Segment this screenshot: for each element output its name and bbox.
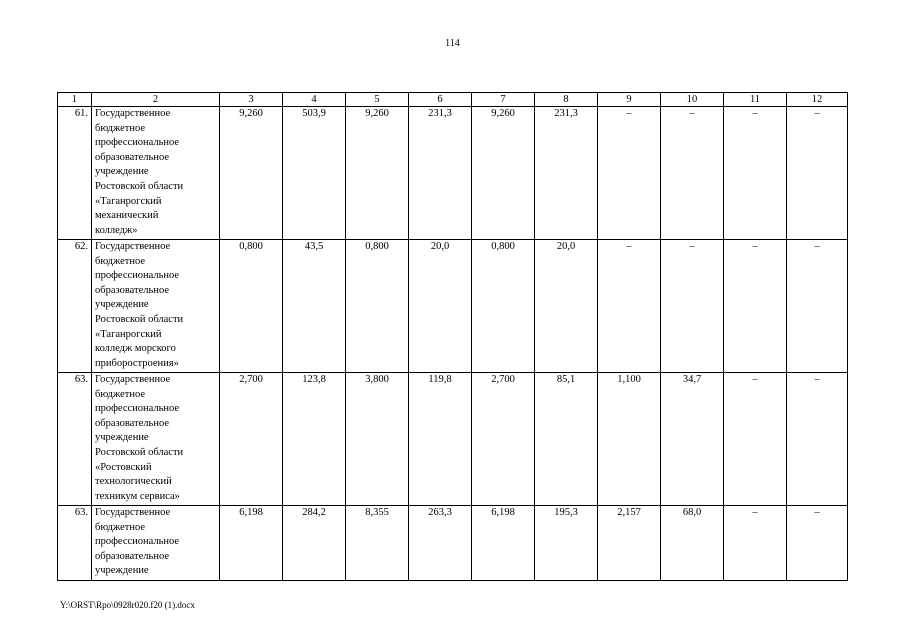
value-cell: – (661, 107, 724, 240)
institution-name: Государственное бюджетное профессиональное образовательное учреждение Ростовской области «Ростовский технологический техникум сервиса» (92, 373, 220, 506)
value-cell: – (724, 373, 787, 506)
column-header: 5 (346, 93, 409, 107)
column-header: 8 (535, 93, 598, 107)
value-cell: – (661, 240, 724, 373)
value-cell: 6,198 (472, 506, 535, 581)
column-header: 6 (409, 93, 472, 107)
value-cell: – (598, 240, 661, 373)
footer-file-path: Y:\ORST\Rpo\0928r020.f20 (1).docx (60, 600, 195, 610)
institution-name: Государственное бюджетное профессиональное образовательное учреждение (92, 506, 220, 581)
value-cell: 123,8 (283, 373, 346, 506)
value-cell: 3,800 (346, 373, 409, 506)
column-header: 2 (92, 93, 220, 107)
data-table (57, 92, 848, 581)
value-cell: 0,800 (346, 240, 409, 373)
value-cell: 8,355 (346, 506, 409, 581)
value-cell: 43,5 (283, 240, 346, 373)
row-number: 63. (58, 373, 92, 506)
value-cell: 85,1 (535, 373, 598, 506)
value-cell: – (724, 506, 787, 581)
value-cell: 0,800 (220, 240, 283, 373)
column-header: 11 (724, 93, 787, 107)
value-cell: 2,157 (598, 506, 661, 581)
value-cell: – (598, 107, 661, 240)
column-header: 3 (220, 93, 283, 107)
table-row (58, 373, 848, 506)
column-header: 7 (472, 93, 535, 107)
value-cell: – (787, 240, 848, 373)
value-cell: – (724, 240, 787, 373)
value-cell: 9,260 (472, 107, 535, 240)
value-cell: 284,2 (283, 506, 346, 581)
row-number: 63. (58, 506, 92, 581)
value-cell: 20,0 (409, 240, 472, 373)
value-cell: 20,0 (535, 240, 598, 373)
column-header: 10 (661, 93, 724, 107)
column-header: 1 (58, 93, 92, 107)
value-cell: – (787, 107, 848, 240)
value-cell: 263,3 (409, 506, 472, 581)
value-cell: 119,8 (409, 373, 472, 506)
value-cell: 9,260 (220, 107, 283, 240)
value-cell: 503,9 (283, 107, 346, 240)
institution-name: Государственное бюджетное профессиональное образовательное учреждение Ростовской области «Таганрогский колледж морского приборостроения» (92, 240, 220, 373)
table-row (58, 240, 848, 373)
value-cell: 34,7 (661, 373, 724, 506)
value-cell: – (787, 373, 848, 506)
table-header-row (58, 93, 848, 107)
column-header: 9 (598, 93, 661, 107)
column-header: 12 (787, 93, 848, 107)
page-number: 114 (445, 38, 460, 49)
value-cell: – (787, 506, 848, 581)
table-row (58, 107, 848, 240)
value-cell: 195,3 (535, 506, 598, 581)
value-cell: 2,700 (472, 373, 535, 506)
value-cell: 2,700 (220, 373, 283, 506)
value-cell: 0,800 (472, 240, 535, 373)
value-cell: 9,260 (346, 107, 409, 240)
row-number: 61. (58, 107, 92, 240)
value-cell: 6,198 (220, 506, 283, 581)
value-cell: – (724, 107, 787, 240)
row-number: 62. (58, 240, 92, 373)
value-cell: 1,100 (598, 373, 661, 506)
column-header: 4 (283, 93, 346, 107)
value-cell: 231,3 (535, 107, 598, 240)
value-cell: 68,0 (661, 506, 724, 581)
value-cell: 231,3 (409, 107, 472, 240)
table-row (58, 506, 848, 581)
institution-name: Государственное бюджетное профессиональное образовательное учреждение Ростовской области «Таганрогский механический колледж» (92, 107, 220, 240)
